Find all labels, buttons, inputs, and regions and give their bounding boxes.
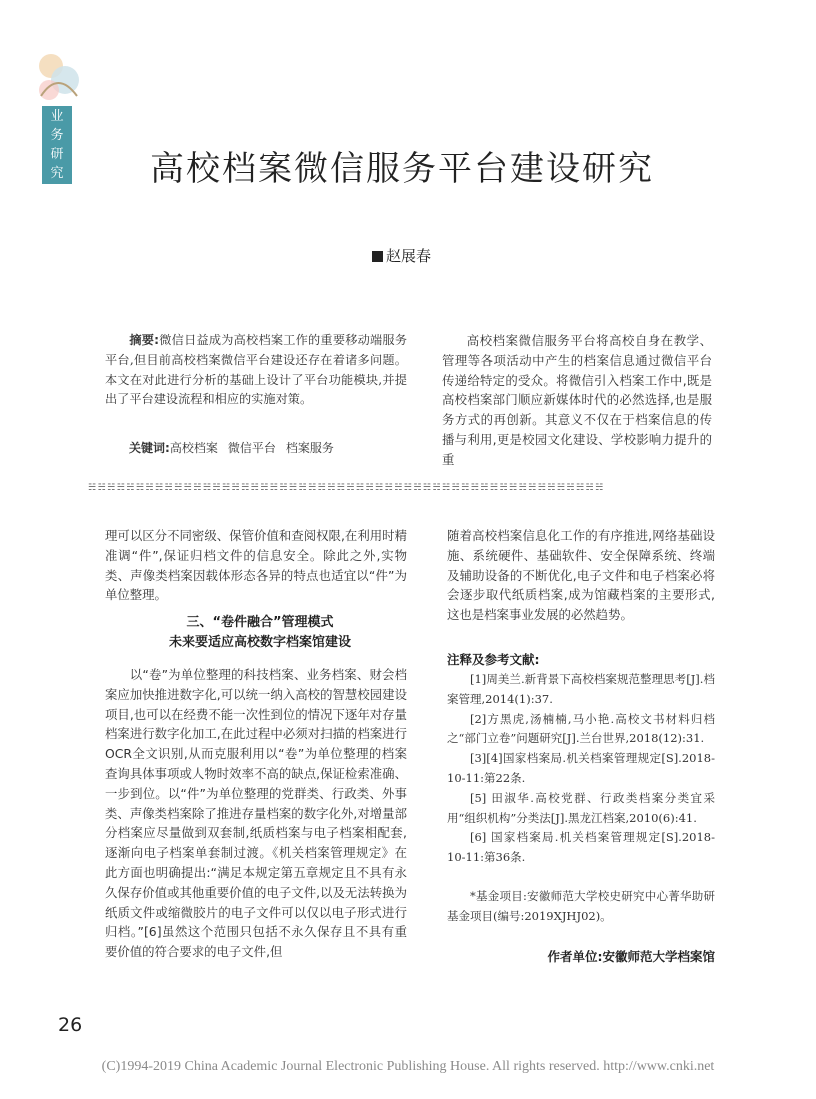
fund-note [447,887,715,927]
author-marker [372,251,383,262]
keywords [129,440,344,456]
keyword: 档案服务 [285,441,334,455]
body-text: 理可以区分不同密级、保管价值和查阅权限,在利用时精准调“件”,保证归档文件的信息安全。除此之外,实物类、声像类档案因载体形态各异的特点也适宜以“件”为单位整理。 [105,528,407,603]
abstract [105,331,407,410]
author-line [372,246,431,266]
section-heading-line1: 三、“卷件融合”管理模式 [186,615,334,630]
section-heading [130,613,390,653]
keywords-label: 关键词: [129,441,170,455]
body-text: 以“卷”为单位整理的科技档案、业务档案、财会档案应加快推进数字化,可以统一纳入高校的智慧校园建设项目,也可以在经费不能一次性到位的情况下逐年对存量档案进行数字化加工,在此过程中必须对扫描的档案进行OCR全文识别,从而克服利用以“卷”为单位整理的档案查询具体事项或人物时效率不高的缺点,保证检索准确、一步到位。以“件”为单位整理的党群类、行政类、外事类、声像类档案除了推进存量档案的数字化外,对增量部分档案应尽量做到双套制,纸质档案与电子档案相配套,逐渐向电子档案单套制过渡。《机关档案管理规定》在此方面也明确提出:“满足本规定第五章规定且不具有永久保存价值或其他重要价值的电子文件,以及无法转换为纸质文件或缩微胶片的电子文件可以仅以电子形式进行归档。”[6]虽然这个范围只包括不永久保存且不具有重要价值的符合要求的电子文件,但 [105,667,407,960]
reference-item: [3][4]国家档案局.机关档案管理规定[S].2018-10-11:第22条. [447,751,715,785]
reference-item: [5] 田淑华.高校党群、行政类档案分类宜采用“组织机构”分类法[J].黑龙江档案,2010(6):41. [447,790,715,825]
section-heading-line2: 未来要适应高校数字档案馆建设 [168,635,351,650]
author-name: 赵展春 [386,247,432,265]
body-paragraph [105,526,407,605]
author-affiliation: 作者单位:安徽师范大学档案馆 [547,949,715,964]
references-heading: 注释及参考文献: [447,652,540,667]
body-text: 随着高校档案信息化工作的有序推进,网络基础设施、系统硬件、基础软件、安全保障系统、终端及辅助设备的不断优化,电子文件和电子档案必将会逐步取代纸质档案,成为馆藏档案的主要形式,这也是档案事业发展的必然趋势。 [447,528,715,623]
section-label-char: 研 [50,147,64,162]
keyword: 高校档案 [169,441,218,455]
reference-item: [1]周美兰.新背景下高校档案规范整理思考[J].档案管理,2014(1):37. [447,672,715,706]
intro-text: 高校档案微信服务平台将高校自身在教学、管理等各项活动中产生的档案信息通过微信平台传递给特定的受众。将微信引入档案工作中,既是高校档案部门顺应新媒体时代的必然选择,也是服务方式的再创新。其意义不仅在于档案信息的传播与利用,更是校园文化建设、学校影响力提升的重 [442,333,712,467]
section-label [42,106,72,184]
section-label-char: 究 [50,166,64,181]
body-paragraph [105,665,407,962]
intro-paragraph [442,331,712,470]
section-label-char: 务 [50,128,64,143]
section-label-char: 业 [50,109,64,124]
copyright-footer: (C)1994-2019 China Academic Journal Electronic Publishing House. All rights reserved. http://www.cnki.net [101,1059,715,1074]
reference-item: [2]方黑虎,汤楠楠,马小艳.高校文书材料归档之“部门立卷”问题研究[J].兰台世界,2018(12):31. [447,711,715,746]
page-number: 26 [58,1014,83,1036]
references-list [447,670,715,868]
abstract-label: 摘要: [129,333,160,347]
body-paragraph [447,526,715,625]
abstract-text: 微信日益成为高校档案工作的重要移动端服务平台,但目前高校档案微信平台建设还存在着诸多问题。本文在对此进行分析的基础上设计了平台功能模块,并提出了平台建设流程和相应的实施对策。 [105,333,408,407]
article-title: 高校档案微信服务平台建设研究 [150,149,654,189]
keyword: 微信平台 [227,441,276,455]
fund-note-text: *基金项目:安徽师范大学校史研究中心菁华助研基金项目(编号:2019XJHJ02)。 [447,889,715,923]
ornamental-divider: ☵☵☵☵☵☵☵☵☵☵☵☵☵☵☵☵☵☵☵☵☵☵☵☵☵☵☵☵☵☵☵☵☵☵☵☵☵☵☵☵☵☵☵☵☵☵☵☵☵☵☵☵☵☵ [88,483,605,493]
decorative-ornament-icon [33,50,83,106]
reference-item: [6] 国家档案局.机关档案管理规定[S].2018-10-11:第36条. [447,830,715,865]
